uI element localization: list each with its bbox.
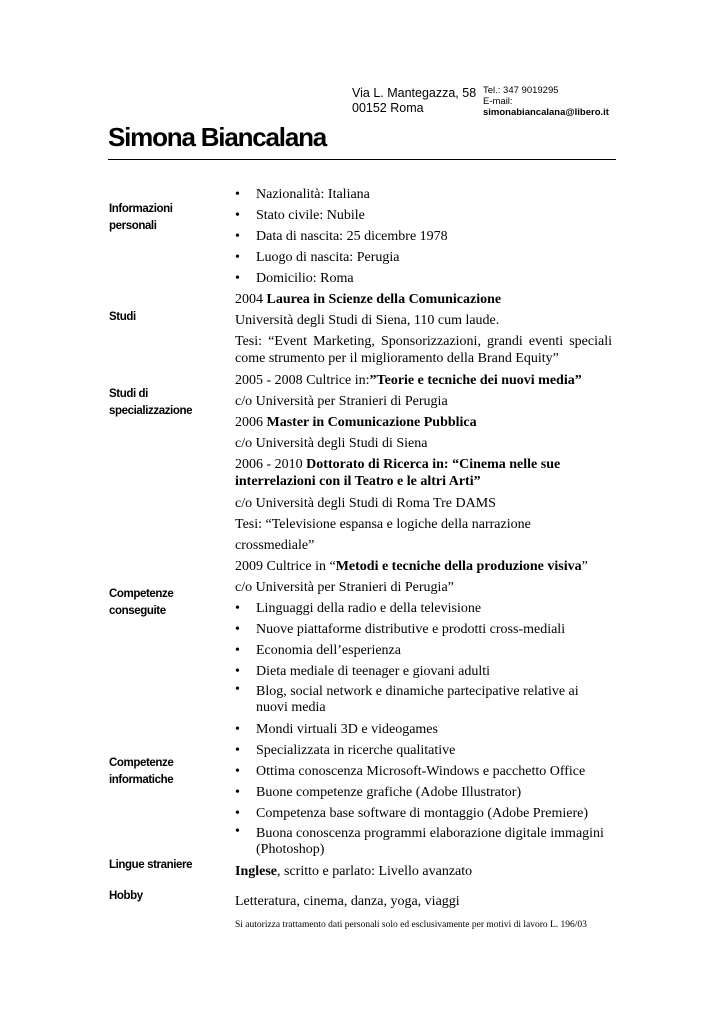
header-divider [108,159,616,160]
cv-content [235,184,612,932]
email-address[interactable]: simonabiancalana@libero.it [483,107,609,118]
spec-entry-2: 2006 Master in Comunicazione Pubblica [235,415,477,430]
spec-entry-3-thesis: Tesi: “Televisione espansa e logiche della narrazione crossmediale” [235,517,531,553]
list-item: • Data di nascita: 25 dicembre 1978 [235,226,612,247]
list-item: • Buone competenze grafiche (Adobe Illustrator) [235,782,612,803]
list-item: • Specializzata in ricerche qualitative [235,740,612,761]
spec-entry-3: 2006 - 2010 Dottorato di Ricerca in: “Cinema nelle sue interrelazioni con il Teatro e le altri Arti” [235,457,561,489]
phone-number: Tel.: 347 9019295 [483,85,559,96]
language-name: Inglese [235,864,277,879]
degree-line: 2004 Laurea in Scienze della Comunicazione [235,292,502,307]
address-block [352,86,476,116]
list-item: • Buona conoscenza programmi elaborazione digitale immagini (Photoshop) [235,824,612,861]
list-item: • Dieta mediale di teenager e giovani adulti [235,661,612,682]
list-item: • Domicilio: Roma [235,268,612,289]
skills-list [235,598,612,761]
list-item: • Nuove piattaforme distributive e prodotti cross-mediali [235,619,612,640]
specialization-section [235,370,612,598]
spec-entry-4: 2009 Cultrice in “Metodi e tecniche della produzione visiva” [235,559,588,574]
spec-entry-1-place: c/o Università per Stranieri di Perugia [235,394,448,409]
candidate-name: Simona Biancalana [108,122,327,152]
label-specialization: Studi di specializzazione [109,388,193,417]
list-item: • Luogo di nascita: Perugia [235,247,612,268]
spec-entry-2-place: c/o Università degli Studi di Siena [235,436,428,451]
personal-info-list [235,184,612,289]
it-skills-list [235,761,612,861]
degree-title: Laurea in Scienze della Comunicazione [266,292,502,307]
list-item: • Blog, social network e dinamiche partecipative relative ai nuovi media [235,682,612,719]
privacy-note: Si autorizza trattamento dati personali solo ed esclusivamente per motivi di lavoro L. 196/03 [235,920,587,930]
address-street: Via L. Mantegazza, 58 [352,86,477,100]
list-item: • Economia dell’esperienza [235,640,612,661]
languages-line: Inglese, scritto e parlato: Livello avanzato [235,864,473,879]
spec-entry-4-place: c/o Università per Stranieri di Perugia” [235,580,454,595]
label-languages: Lingue straniere [109,859,193,871]
studies-section [235,289,612,367]
contact-block [483,85,609,118]
list-item: • Linguaggi della radio e della televisione [235,598,612,619]
label-it-skills: Competenze informatiche [109,757,174,786]
list-item: • Nazionalità: Italiana [235,184,612,205]
label-studies: Studi [109,311,136,323]
label-skills: Competenze conseguite [109,588,174,617]
email-label: E-mail: [483,96,513,107]
degree-thesis: Tesi: “Event Marketing, Sponsorizzazioni, grandi eventi speciali come strumento per il miglioramento della Brand Equity” [235,334,612,366]
spec-entry-1: 2005 - 2008 Cultrice in:”Teorie e tecniche dei nuovi media” [235,373,582,388]
list-item: • Competenza base software di montaggio (Adobe Premiere) [235,803,612,824]
list-item: • Stato civile: Nubile [235,205,612,226]
degree-university: Università degli Studi di Siena, 110 cum laude. [235,313,500,328]
list-item: • Ottima conoscenza Microsoft-Windows e pacchetto Office [235,761,612,782]
hobby-line: Letteratura, cinema, danza, yoga, viaggi [235,894,460,909]
list-item: • Mondi virtuali 3D e videogames [235,719,612,740]
address-city: 00152 Roma [352,101,424,115]
label-personal-info: Informazioni personali [109,203,173,232]
spec-entry-3-place: c/o Università degli Studi di Roma Tre DAMS [235,496,496,511]
label-hobby: Hobby [109,890,143,902]
